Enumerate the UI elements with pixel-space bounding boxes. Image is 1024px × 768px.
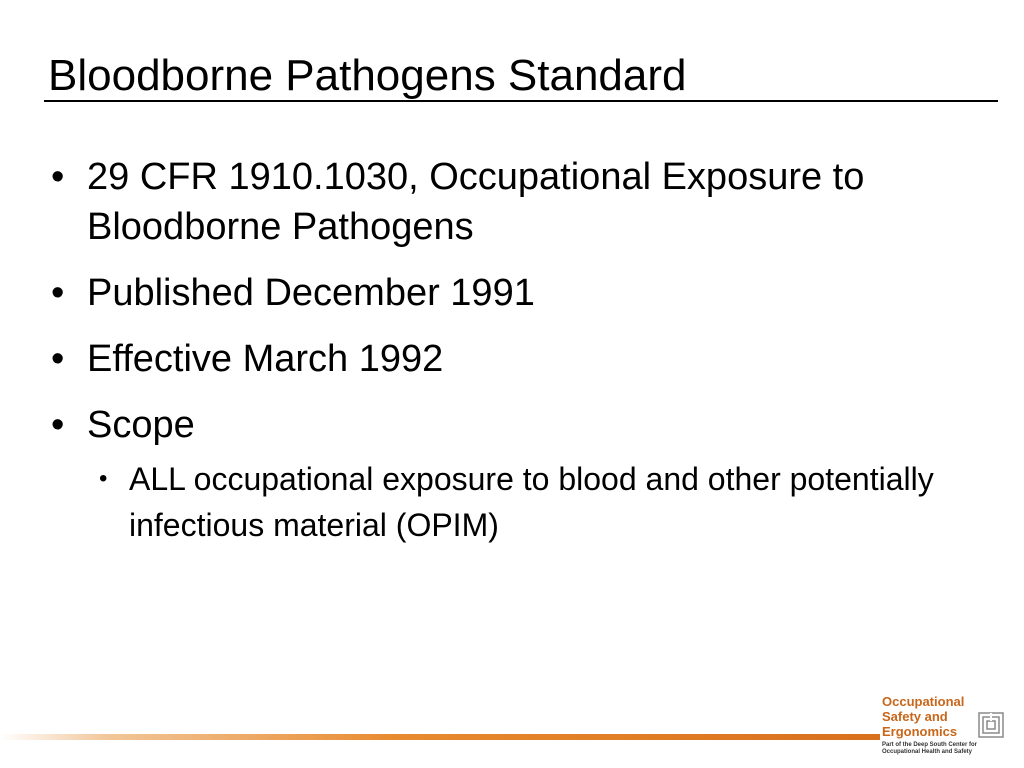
concentric-square-logo-icon xyxy=(978,712,1004,738)
bullet-item xyxy=(44,152,984,252)
logo-tagline-2: Occupational Health and Safety xyxy=(882,749,973,755)
logo-line-3: Ergonomics xyxy=(882,724,958,739)
bullet-list xyxy=(44,152,984,564)
bullet-text: Effective March 1992 xyxy=(87,338,444,380)
logo-line-2: Safety and xyxy=(882,709,948,724)
sub-bullet-list xyxy=(87,456,984,548)
ose-logo xyxy=(882,694,1018,764)
bullet-marker: • xyxy=(51,156,65,198)
sub-bullet-item xyxy=(87,456,984,548)
bullet-marker: • xyxy=(51,272,65,314)
logo-tagline-1: Part of the Deep South Center for xyxy=(882,742,978,748)
sub-bullet-text: ALL occupational exposure to blood and other potentially infectious material (OPIM) xyxy=(129,461,934,543)
bullet-item xyxy=(44,268,984,318)
title-underline xyxy=(44,100,998,102)
bullet-item xyxy=(44,400,984,548)
bullet-item xyxy=(44,334,984,384)
bullet-text: 29 CFR 1910.1030, Occupational Exposure to Bloodborne Pathogens xyxy=(87,156,865,248)
bullet-marker: • xyxy=(51,404,65,446)
sub-bullet-marker: • xyxy=(99,465,108,492)
bullet-text: Published December 1991 xyxy=(87,272,535,314)
logo-tagline xyxy=(882,742,1018,756)
bullet-text: Scope xyxy=(87,404,195,446)
bullet-marker: • xyxy=(51,338,65,380)
slide-title: Bloodborne Pathogens Standard xyxy=(48,51,687,100)
footer-accent-bar xyxy=(0,734,880,740)
logo-line-1: Occupational xyxy=(882,694,965,709)
